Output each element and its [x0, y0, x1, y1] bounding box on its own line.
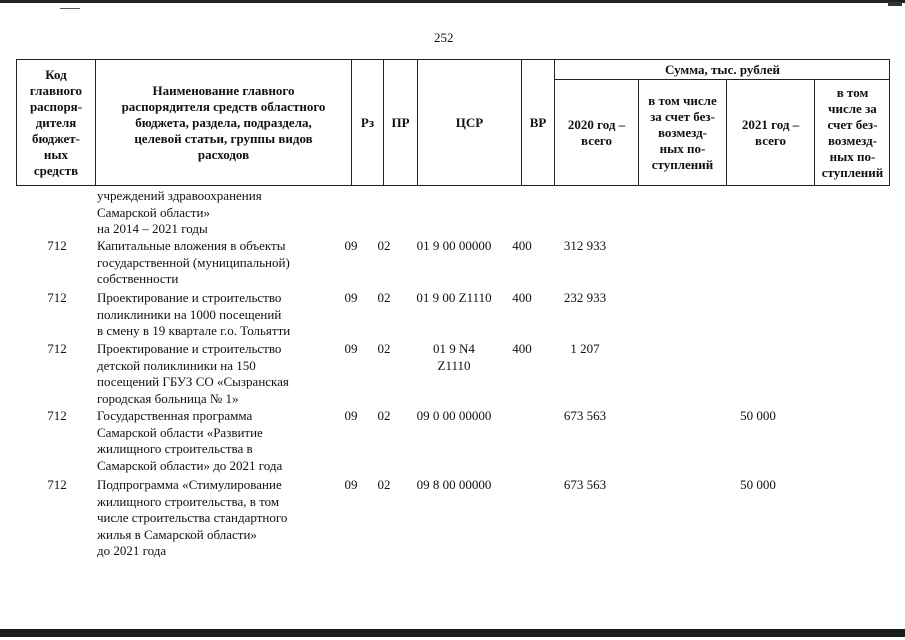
row-rz: 09 — [344, 290, 358, 305]
row-rz: 09 — [344, 341, 358, 356]
row-csr-line: 01 9 N4 — [433, 341, 475, 356]
row-pr: 02 — [377, 238, 391, 253]
scan-mark — [60, 8, 80, 9]
bottom-rule — [0, 629, 905, 637]
top-rule — [0, 0, 905, 3]
row-sum-2020: 673 563 — [563, 477, 607, 492]
header-2020-total: 2020 год – всего — [555, 80, 639, 185]
header-sum-group — [555, 60, 890, 185]
header-2020-incl: в том числе за счет без-возмезд-ных по-ступлений — [639, 80, 727, 185]
header-csr: ЦСР — [418, 60, 522, 185]
row-vr: 400 — [512, 290, 532, 305]
row-csr — [404, 290, 504, 307]
header-name: Наименование главного распорядителя средств областного бюджета, раздела, подраздела, целевой статьи, группы видов расходов — [96, 60, 352, 185]
header-sum-title: Сумма, тыс. рублей — [555, 60, 890, 80]
row-name-line: поликлиники на 1000 посещений — [97, 306, 282, 322]
row-sum-2020: 312 933 — [563, 238, 607, 253]
row-name-line: государственной (муниципальной) — [97, 254, 290, 270]
row-csr-line: Z1110 — [437, 357, 471, 373]
row-csr-line: 09 0 00 00000 — [416, 408, 492, 423]
header-pr: ПР — [384, 60, 418, 185]
row-name-line: Самарской области «Развитие — [97, 424, 263, 440]
row-rz: 09 — [344, 238, 358, 253]
row-name-line: Самарской области» до 2021 года — [97, 457, 283, 473]
row-name-line: числе строительства стандартного — [97, 510, 288, 525]
row-code: 712 — [47, 477, 67, 492]
row-csr-line: 01 9 00 00000 — [416, 238, 492, 253]
row-name-line: в смену в 19 квартале г.о. Тольятти — [97, 323, 291, 338]
row-csr — [404, 238, 504, 255]
row-name-line: Проектирование и строительство — [97, 341, 282, 356]
row-csr-line: 09 8 00 00000 — [416, 477, 492, 492]
header-2021-incl: в том числе за счет без-возмезд-ных по-ступлений — [821, 84, 884, 180]
header-vr: ВР — [522, 60, 555, 185]
row-name-line: жилищного строительства, в том — [97, 493, 280, 509]
row-name-line: жилищного строительства в — [97, 441, 253, 456]
continuation-line: учреждений здравоохранения — [97, 188, 262, 203]
row-name-line: Государственная программа — [97, 408, 253, 423]
row-name-line: до 2021 года — [97, 543, 167, 558]
row-name — [97, 341, 337, 407]
row-vr: 400 — [512, 341, 532, 356]
row-sum-2020: 1 207 — [570, 341, 600, 356]
row-pr: 02 — [377, 408, 391, 423]
header-code: Код главного распоря-дителя бюджет-ных средств — [17, 60, 96, 185]
row-name-line: посещений ГБУЗ СО «Сызранская — [97, 374, 289, 389]
table-header — [16, 59, 890, 186]
row-csr-line: 01 9 00 Z1110 — [416, 290, 492, 305]
row-sum-2021: 50 000 — [740, 408, 776, 423]
row-vr: 400 — [512, 238, 532, 253]
row-csr — [404, 341, 504, 374]
row-pr: 02 — [377, 477, 391, 492]
row-name-line: детской поликлиники на 150 — [97, 357, 256, 373]
row-csr — [404, 477, 504, 494]
continuation-line: на 2014 – 2021 годы — [97, 221, 208, 236]
row-sum-2020: 232 933 — [563, 290, 607, 305]
row-name-line: городская больница № 1» — [97, 390, 239, 406]
row-name — [97, 477, 337, 560]
row-sum-2021: 50 000 — [740, 477, 776, 492]
row-rz: 09 — [344, 477, 358, 492]
row-name — [97, 290, 337, 340]
row-name — [97, 408, 337, 474]
row-name-line: Капитальные вложения в объекты — [97, 238, 286, 253]
row-csr — [404, 408, 504, 425]
row-pr: 02 — [377, 290, 391, 305]
row-name-line: собственности — [97, 271, 179, 286]
row-code: 712 — [47, 238, 67, 253]
row-name-line: жилья в Самарской области» — [97, 526, 257, 542]
row-name-line: Подпрограмма «Стимулирование — [97, 477, 282, 492]
row-code: 712 — [47, 290, 67, 305]
row-rz: 09 — [344, 408, 358, 423]
row-sum-2020: 673 563 — [563, 408, 607, 423]
header-rz: Рз — [352, 60, 384, 185]
scan-mark-corner — [888, 2, 902, 6]
row-name-line: Проектирование и строительство — [97, 290, 282, 305]
page-number: 252 — [434, 30, 454, 45]
continuation-line: Самарской области» — [97, 204, 210, 220]
row-name — [97, 238, 337, 288]
row-code: 712 — [47, 408, 67, 423]
header-2021-total: 2021 год – всего — [727, 80, 815, 185]
row-code: 712 — [47, 341, 67, 356]
row-pr: 02 — [377, 341, 391, 356]
